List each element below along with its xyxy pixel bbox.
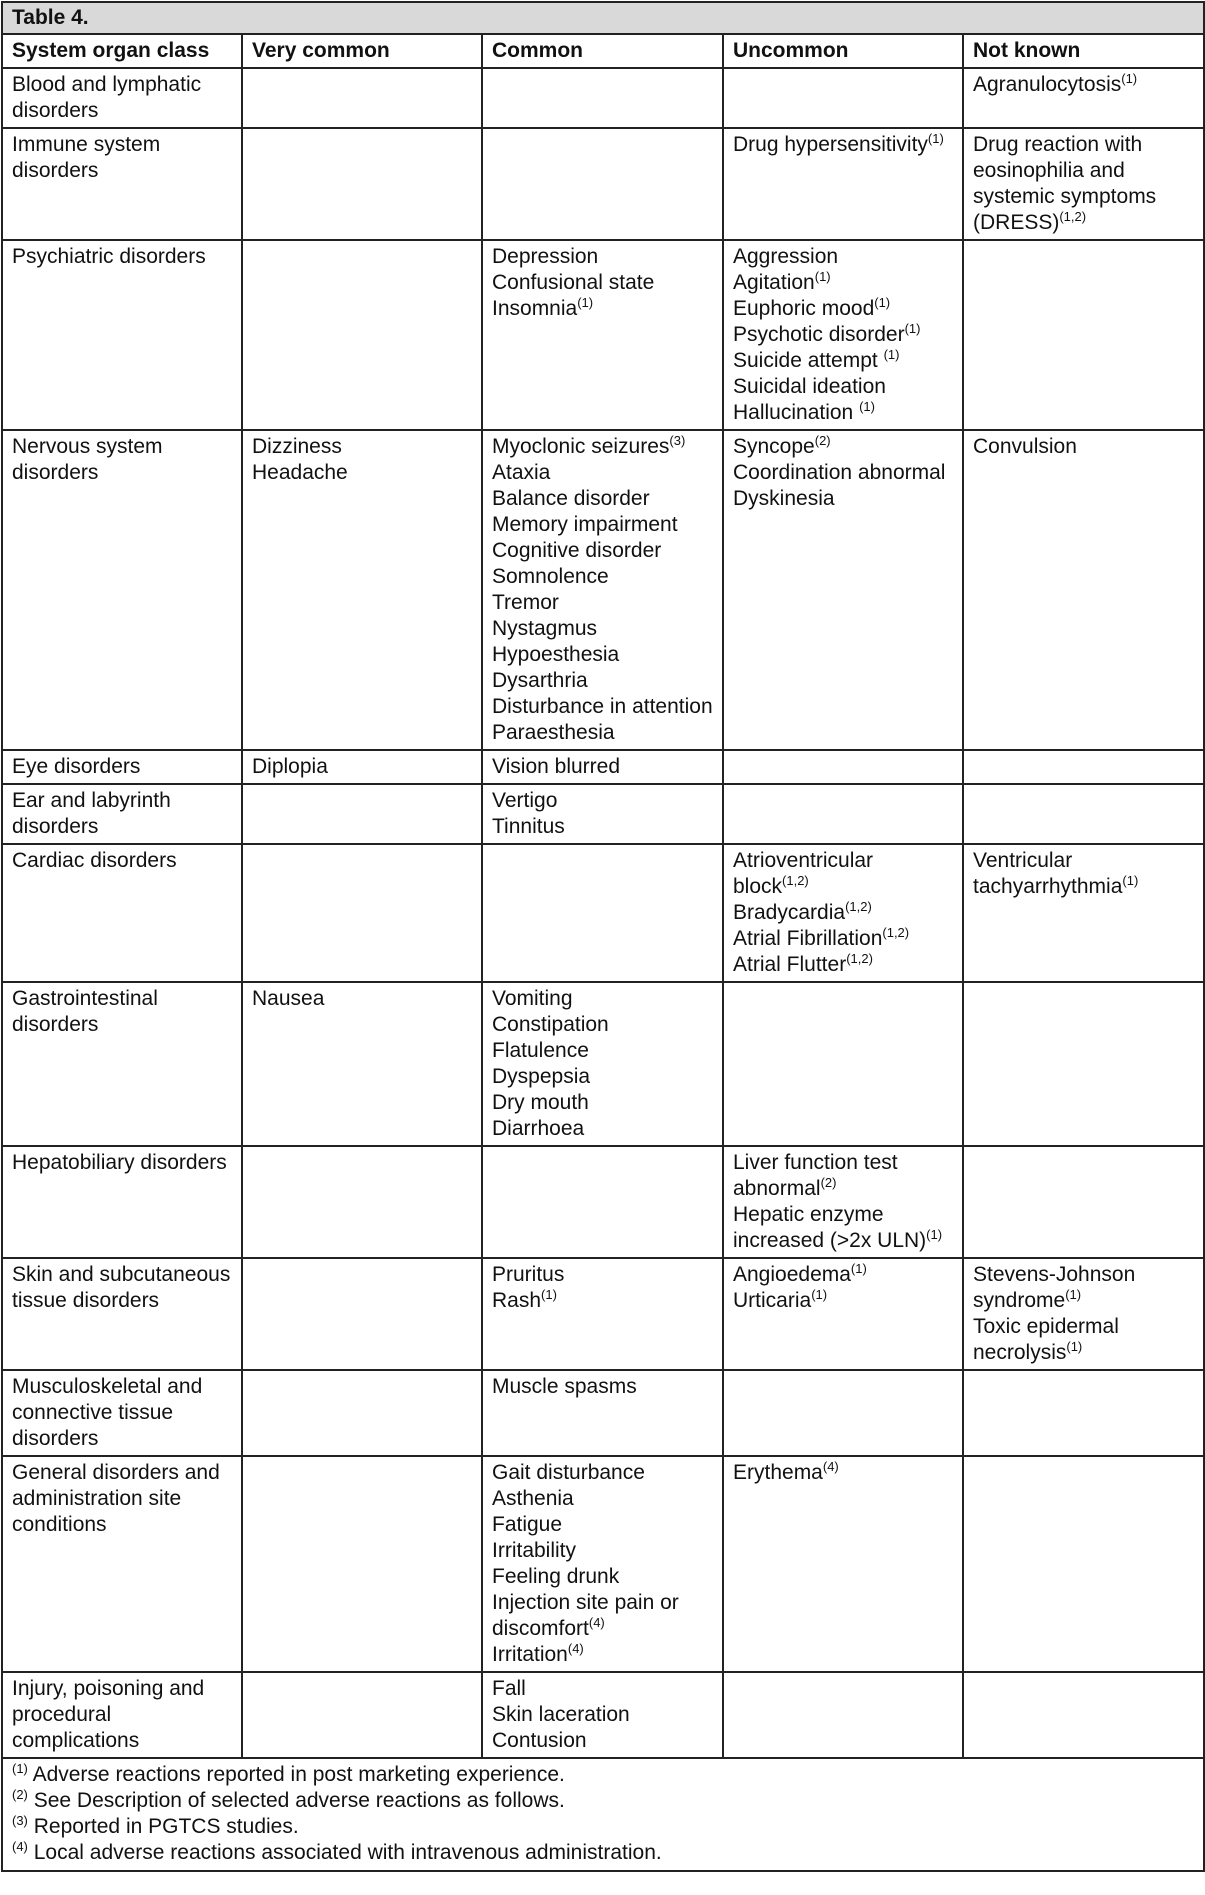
reaction-text: Atrial Flutter [733,953,847,976]
uncommon-cell [723,128,963,240]
common-cell [482,784,723,844]
reaction-entry [733,1150,953,1202]
reaction-entry [492,1374,713,1400]
system-organ-class-cell: Psychiatric disorders [2,240,242,430]
reaction-entry [733,132,953,158]
reaction-entry [492,720,713,746]
reaction-entry [492,564,713,590]
footnote-marker: (1) [12,1761,28,1776]
footnote-marker: (1,2) [1059,209,1087,224]
system-organ-class-cell: Immune system disorders [2,128,242,240]
reaction-text: Urticaria [733,1289,812,1312]
reaction-entry [973,434,1194,460]
footnote-text: See Description of selected adverse reactions as follows. [27,1789,565,1812]
reaction-text: Drug hypersensitivity [733,133,928,156]
reaction-text: Vision blurred [492,755,621,778]
reaction-text: Constipation [492,1013,609,1036]
uncommon-cell [723,1258,963,1370]
footnote-marker: (1) [811,1287,828,1302]
reaction-text: Diarrhoea [492,1117,585,1140]
common-cell [482,1146,723,1258]
reaction-text: Tinnitus [492,815,565,838]
reaction-text: Skin laceration [492,1703,630,1726]
not-known-cell [963,750,1204,784]
reaction-text: Diplopia [252,755,328,778]
table-row [2,844,1204,982]
system-organ-class-cell: Eye disorders [2,750,242,784]
reaction-entry [733,374,953,400]
reaction-text: Gait disturbance [492,1461,645,1484]
uncommon-cell [723,750,963,784]
very-common-cell [242,784,482,844]
not-known-cell [963,68,1204,128]
reaction-text: Hepatic enzyme increased (>2x ULN) [733,1203,927,1252]
reaction-text: Insomnia [492,297,578,320]
reaction-text: Suicide attempt [733,349,884,372]
reaction-entry [733,434,953,460]
very-common-cell [242,1258,482,1370]
reaction-entry [492,754,713,780]
reaction-entry [492,814,713,840]
footnote-text: Reported in PGTCS studies. [27,1815,299,1838]
reaction-text: Dyspepsia [492,1065,591,1088]
footnote-marker: (1,2) [845,899,872,914]
footnote-marker: (1) [927,131,944,146]
footnote-marker: (4) [12,1839,28,1854]
reaction-entry [733,486,953,512]
reaction-text: Paraesthesia [492,721,615,744]
system-organ-class-cell: Nervous system disorders [2,430,242,750]
reaction-entry [492,1262,713,1288]
reaction-entry [733,848,953,900]
uncommon-cell [723,1672,963,1758]
reaction-entry [492,1564,713,1590]
reaction-entry [492,1116,713,1142]
reaction-text: Vomiting [492,987,573,1010]
footnote-marker: (1,2) [882,925,910,940]
reaction-text: Coordination abnormal [733,461,946,484]
reaction-text: Depression [492,245,599,268]
reaction-entry [733,244,953,270]
table-row [2,982,1204,1146]
common-cell [482,1258,723,1370]
reaction-entry [492,1728,713,1754]
not-known-cell [963,1456,1204,1672]
common-cell [482,1456,723,1672]
table-row [2,430,1204,750]
reaction-entry [733,296,953,322]
very-common-cell [242,68,482,128]
reaction-text: Fatigue [492,1513,563,1536]
very-common-cell [242,1672,482,1758]
reaction-text: Flatulence [492,1039,589,1062]
reaction-entry [492,1460,713,1486]
system-organ-class-cell: Gastrointestinal disorders [2,982,242,1146]
footnote-marker: (1) [883,347,900,362]
footnote-marker: (1) [1066,1339,1083,1354]
reaction-text: Syncope [733,435,815,458]
table-row [2,1370,1204,1456]
very-common-cell [242,1146,482,1258]
reaction-text: Fall [492,1677,526,1700]
reaction-entry [733,1288,953,1314]
reaction-entry [733,348,953,374]
reaction-text: Contusion [492,1729,587,1752]
reaction-entry [492,642,713,668]
footnote-text: Adverse reactions reported in post marketing experience. [27,1763,565,1786]
footnote-marker: (1) [859,399,875,414]
reaction-entry [492,1538,713,1564]
reaction-text: Cognitive disorder [492,539,662,562]
common-cell [482,128,723,240]
table-row [2,784,1204,844]
reaction-text: Memory impairment [492,513,678,536]
table-row [2,68,1204,128]
reaction-text: Hypoesthesia [492,643,620,666]
reaction-entry [252,434,472,460]
reaction-text: Euphoric mood [733,297,875,320]
reaction-entry [733,1202,953,1254]
reaction-entry [973,72,1194,98]
reaction-entry [492,1702,713,1728]
table-title-row [2,2,1204,34]
not-known-cell [963,844,1204,982]
reaction-entry [733,322,953,348]
uncommon-cell [723,844,963,982]
reaction-text: Pruritus [492,1263,565,1286]
very-common-cell [242,982,482,1146]
footnotes-row [2,1758,1204,1871]
reaction-text: Disturbance in attention [492,695,713,718]
uncommon-cell [723,982,963,1146]
table-row [2,1146,1204,1258]
reaction-text: Feeling drunk [492,1565,620,1588]
system-organ-class-cell: Injury, poisoning and procedural complications [2,1672,242,1758]
reaction-text: Somnolence [492,565,609,588]
system-organ-class-cell: General disorders and administration site conditions [2,1456,242,1672]
reaction-entry [492,788,713,814]
reaction-entry [492,1288,713,1314]
not-known-cell [963,430,1204,750]
reaction-entry [973,132,1194,236]
reaction-entry [733,1262,953,1288]
footnote-marker: (1) [850,1261,867,1276]
not-known-cell [963,982,1204,1146]
reaction-text: Bradycardia [733,901,846,924]
reaction-text: Irritability [492,1539,577,1562]
not-known-cell [963,1672,1204,1758]
common-cell [482,982,723,1146]
uncommon-cell [723,240,963,430]
reaction-text: Psychotic disorder [733,323,905,346]
col-header-not-known: Not known [963,34,1204,68]
common-cell [482,240,723,430]
table-row [2,1672,1204,1758]
uncommon-cell [723,1146,963,1258]
reaction-entry [492,616,713,642]
footnote-marker: (4) [588,1615,605,1630]
reaction-entry [973,848,1194,900]
reaction-text: Tremor [492,591,559,614]
reaction-entry [733,400,953,426]
reaction-entry [252,986,472,1012]
footnote-marker: (4) [567,1641,584,1656]
reaction-text: Angioedema [733,1263,851,1286]
not-known-cell [963,240,1204,430]
footnote-line [12,1840,1194,1866]
reaction-entry [973,1314,1194,1366]
reaction-text: Suicidal ideation [733,375,886,398]
reaction-text: Hallucination [733,401,860,424]
table-row [2,750,1204,784]
reaction-entry [492,538,713,564]
common-cell [482,750,723,784]
reaction-text: Balance disorder [492,487,650,510]
reaction-text: Dyskinesia [733,487,835,510]
footnote-marker: (1,2) [846,951,873,966]
table-row [2,240,1204,430]
reaction-text: Ventricular tachyarrhythmia [973,849,1123,898]
footnote-line [12,1788,1194,1814]
reaction-text: Confusional state [492,271,655,294]
not-known-cell [963,128,1204,240]
reaction-entry [492,296,713,322]
common-cell [482,1672,723,1758]
footnote-marker: (1) [1065,1287,1082,1302]
table-row [2,1258,1204,1370]
reaction-entry [492,1512,713,1538]
footnote-line [12,1814,1194,1840]
table-title: Table 4. [2,2,1204,34]
footnote-marker: (3) [12,1813,28,1828]
reaction-entry [492,512,713,538]
reaction-entry [492,434,713,460]
reaction-entry [733,900,953,926]
footnote-marker: (1) [926,1227,943,1242]
reaction-entry [492,1090,713,1116]
very-common-cell [242,128,482,240]
reaction-entry [733,926,953,952]
uncommon-cell [723,1456,963,1672]
col-header-very-common: Very common [242,34,482,68]
reaction-entry [492,486,713,512]
footnote-marker: (1) [814,269,831,284]
footnote-marker: (1) [874,295,891,310]
common-cell [482,68,723,128]
reaction-entry [733,952,953,978]
footnote-marker: (4) [822,1459,839,1474]
uncommon-cell [723,784,963,844]
reaction-text: Nausea [252,987,325,1010]
reaction-entry [492,244,713,270]
table-row [2,128,1204,240]
col-header-common: Common [482,34,723,68]
reaction-text: Toxic epidermal necrolysis [973,1315,1119,1364]
system-organ-class-cell: Musculoskeletal and connective tissue disorders [2,1370,242,1456]
footnote-marker: (1,2) [782,873,809,888]
reaction-entry [733,460,953,486]
adverse-reactions-table [1,1,1205,1872]
very-common-cell [242,1456,482,1672]
system-organ-class-cell: Hepatobiliary disorders [2,1146,242,1258]
reaction-entry [492,1590,713,1642]
reaction-text: Asthenia [492,1487,574,1510]
reaction-entry [492,668,713,694]
reaction-text: Stevens-Johnson syndrome [973,1263,1136,1312]
reaction-text: Nystagmus [492,617,598,640]
footnote-marker: (3) [669,433,686,448]
very-common-cell [242,844,482,982]
uncommon-cell [723,68,963,128]
not-known-cell [963,1146,1204,1258]
table-body [2,68,1204,1758]
reaction-text: Muscle spasms [492,1375,637,1398]
reaction-entry [973,1262,1194,1314]
reaction-text: Agranulocytosis [973,73,1122,96]
reaction-entry [492,1486,713,1512]
reaction-text: Dysarthria [492,669,588,692]
footnote-marker: (2) [820,1175,837,1190]
reaction-entry [492,1642,713,1668]
footnote-text: Local adverse reactions associated with intravenous administration. [27,1841,662,1864]
reaction-entry [733,1460,953,1486]
reaction-entry [252,754,472,780]
uncommon-cell [723,1370,963,1456]
reaction-text: Dizziness [252,435,342,458]
reaction-entry [492,1676,713,1702]
reaction-text: Aggression [733,245,839,268]
reaction-entry [492,460,713,486]
footnote-marker: (2) [814,433,831,448]
footnote-marker: (1) [577,295,594,310]
reaction-text: Agitation [733,271,815,294]
col-header-uncommon: Uncommon [723,34,963,68]
uncommon-cell [723,430,963,750]
very-common-cell [242,430,482,750]
table-row [2,1456,1204,1672]
header-row [2,34,1204,68]
footnote-marker: (1) [1121,71,1138,86]
col-header-system-organ-class: System organ class [2,34,242,68]
footnote-marker: (1) [1122,873,1139,888]
system-organ-class-cell: Blood and lymphatic disorders [2,68,242,128]
reaction-entry [492,1064,713,1090]
not-known-cell [963,1258,1204,1370]
reaction-entry [492,694,713,720]
reaction-text: Ataxia [492,461,551,484]
reaction-text: Erythema [733,1461,823,1484]
system-organ-class-cell: Ear and labyrinth disorders [2,784,242,844]
reaction-text: Atrioventricular block [733,849,874,898]
reaction-entry [492,590,713,616]
reaction-entry [492,1012,713,1038]
footnote-marker: (1) [904,321,921,336]
reaction-text: Atrial Fibrillation [733,927,883,950]
reaction-text: Irritation [492,1643,568,1666]
not-known-cell [963,1370,1204,1456]
very-common-cell [242,750,482,784]
common-cell [482,844,723,982]
common-cell [482,1370,723,1456]
not-known-cell [963,784,1204,844]
reaction-text: Myoclonic seizures [492,435,670,458]
reaction-entry [252,460,472,486]
very-common-cell [242,240,482,430]
reaction-text: Dry mouth [492,1091,589,1114]
reaction-text: Vertigo [492,789,558,812]
reaction-text: Convulsion [973,435,1077,458]
reaction-text: Headache [252,461,348,484]
footnote-marker: (1) [541,1287,557,1302]
reaction-text: Liver function test abnormal [733,1151,898,1200]
system-organ-class-cell: Skin and subcutaneous tissue disorders [2,1258,242,1370]
reaction-entry [492,986,713,1012]
reaction-text: Rash [492,1289,542,1312]
reaction-text: Injection site pain or discomfort [492,1591,679,1640]
reaction-entry [492,1038,713,1064]
system-organ-class-cell: Cardiac disorders [2,844,242,982]
reaction-text: Drug reaction with eosinophilia and systemic symptoms (DRESS) [973,133,1157,234]
document-page [1,1,1203,1872]
reaction-entry [492,270,713,296]
footnote-line [12,1762,1194,1788]
footnotes [2,1758,1204,1871]
very-common-cell [242,1370,482,1456]
common-cell [482,430,723,750]
reaction-entry [733,270,953,296]
footnote-marker: (2) [12,1787,28,1802]
